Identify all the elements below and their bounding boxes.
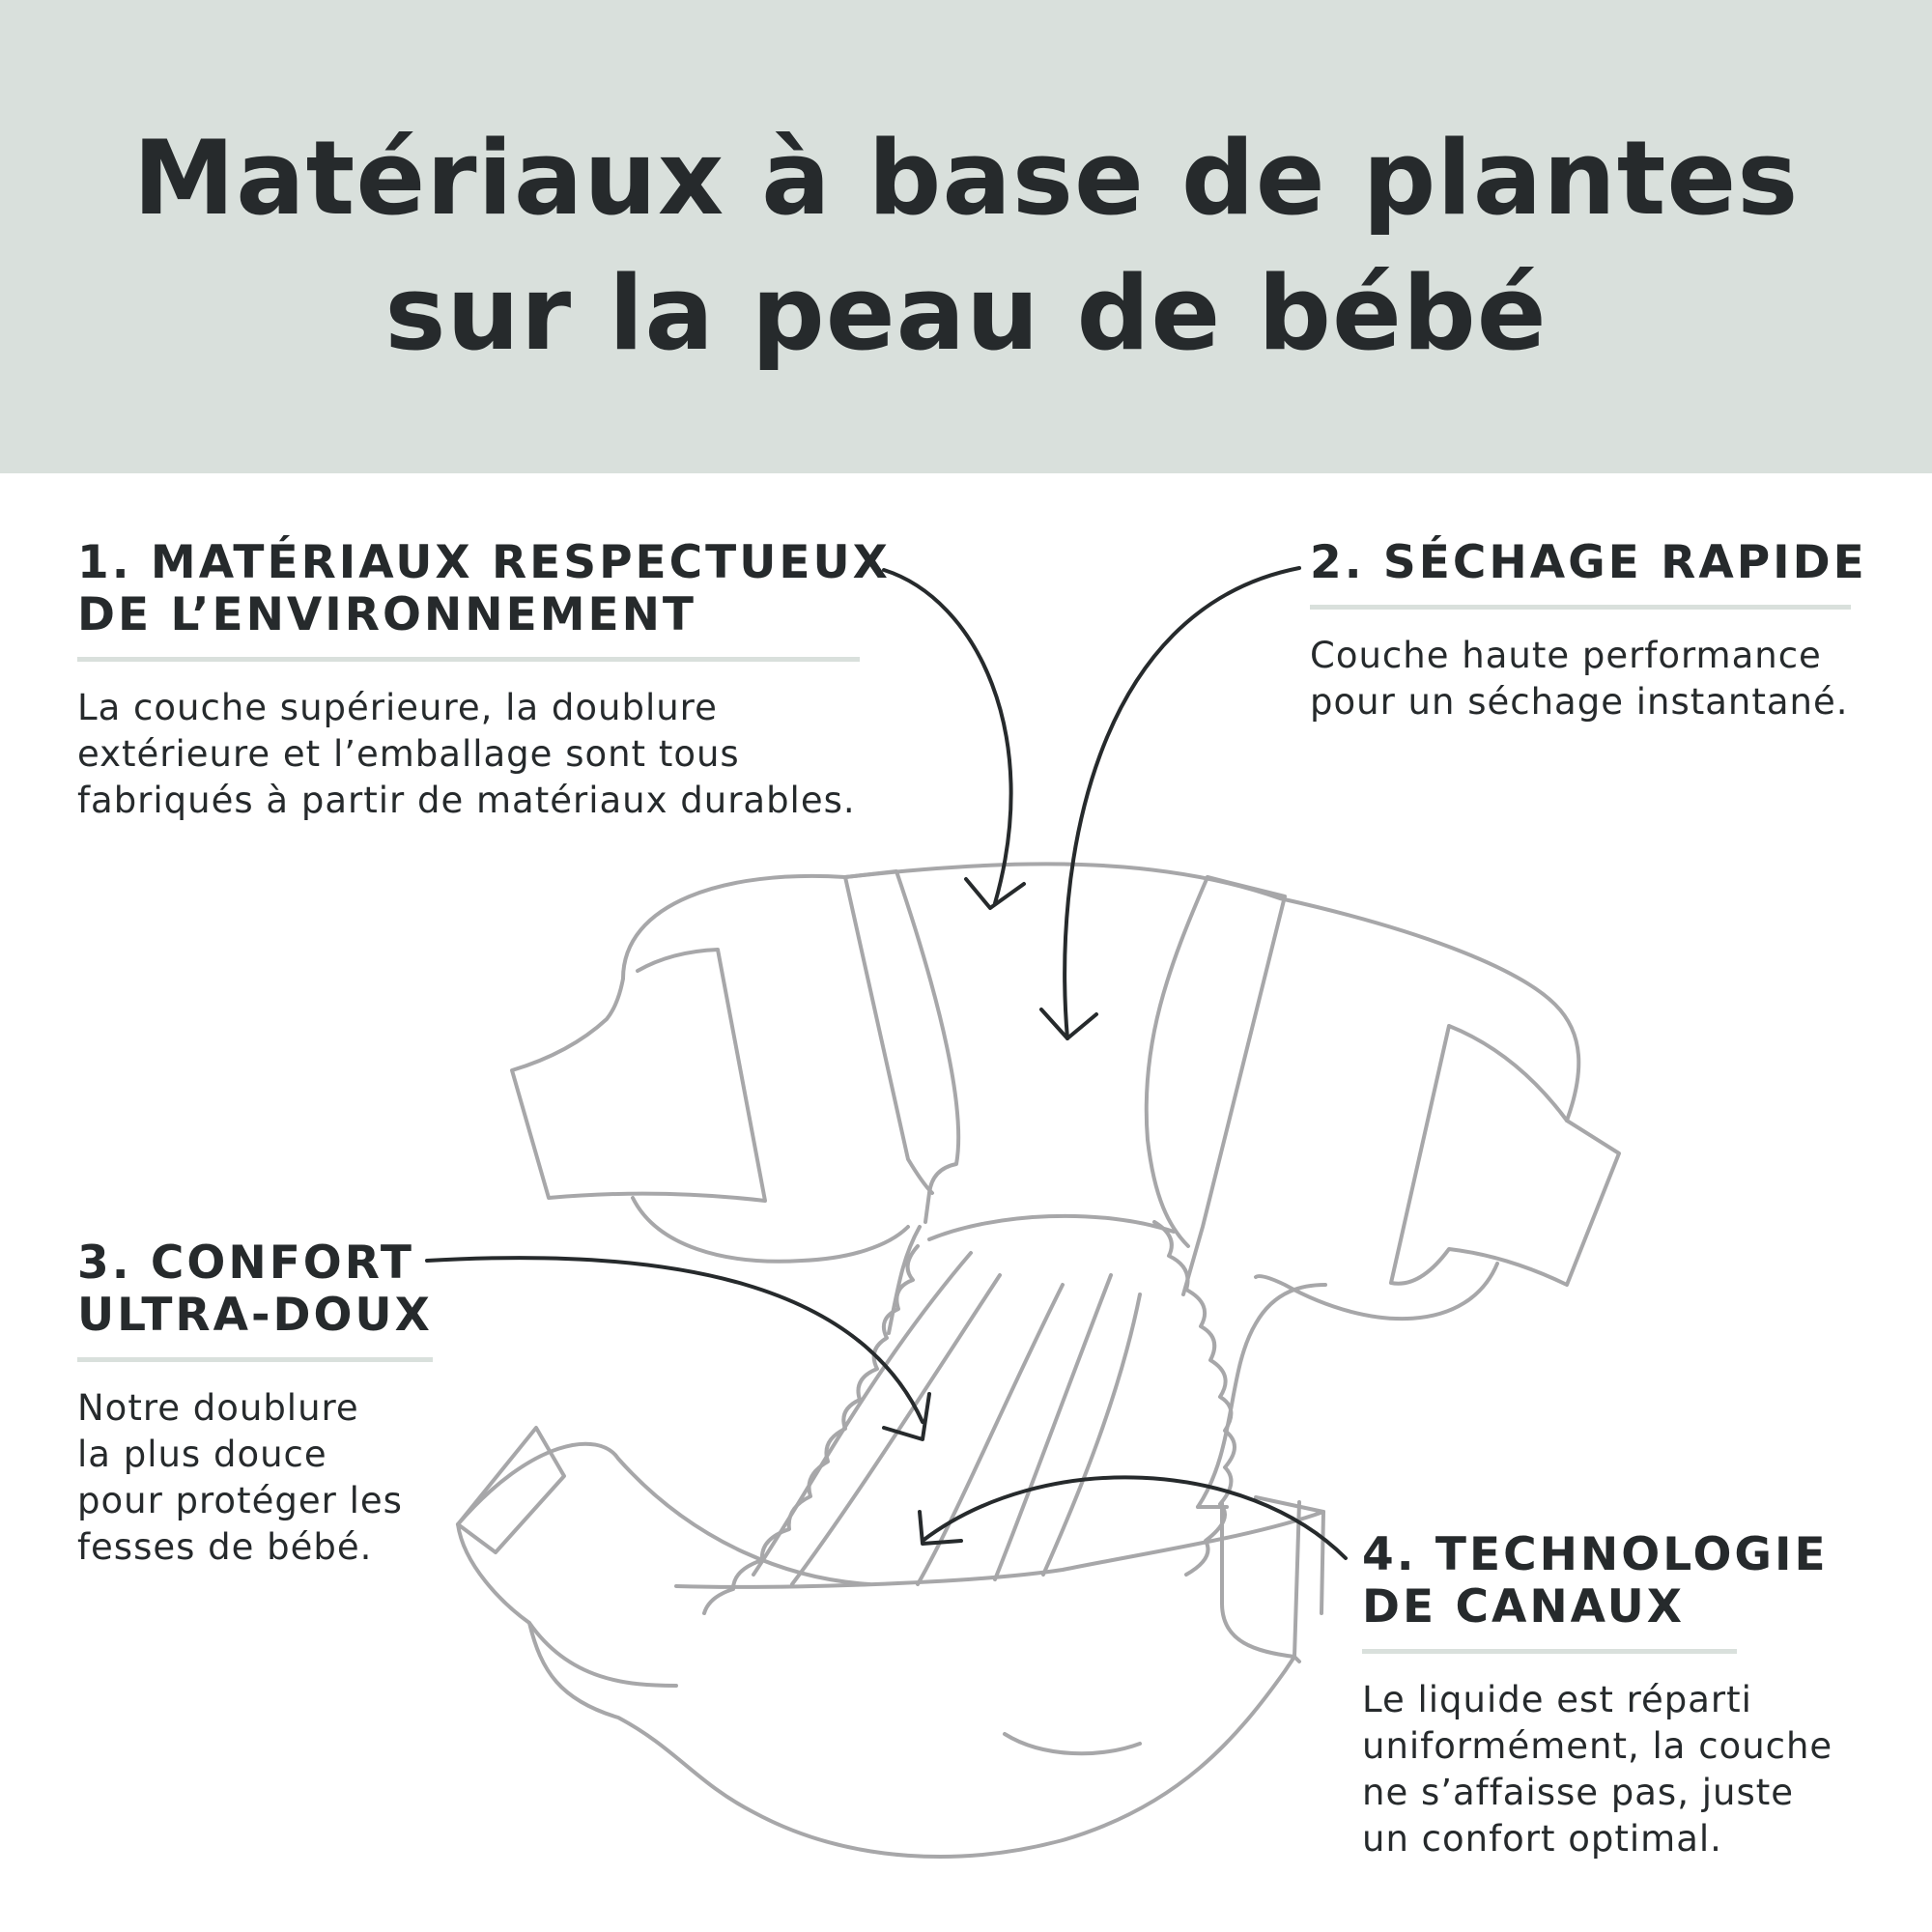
feature-channel-technology <box>1362 1528 1833 1862</box>
feature-description <box>77 1385 433 1571</box>
feature-heading-line: 2. SÉCHAGE RAPIDE <box>1310 536 1867 589</box>
feature-heading-line: 3. CONFORT <box>77 1236 414 1290</box>
feature-description-line: extérieure et l’emballage sont tous <box>77 733 740 775</box>
feature-description-line: Le liquide est réparti <box>1362 1679 1752 1720</box>
feature-description-line: Couche haute performance <box>1310 635 1822 676</box>
arrow-icon <box>1065 568 1299 1038</box>
feature-heading-line: DE L’ENVIRONNEMENT <box>77 588 696 641</box>
feature-heading <box>77 1237 433 1342</box>
feature-description-line: Notre doublure <box>77 1387 359 1429</box>
feature-description <box>1362 1677 1833 1862</box>
feature-heading-line: DE CANAUX <box>1362 1580 1686 1634</box>
heading-divider <box>77 657 860 662</box>
arrow-icon <box>884 570 1011 903</box>
feature-description <box>77 685 860 824</box>
title-line-2: sur la peau de bébé <box>384 254 1548 373</box>
feature-description-line: fesses de bébé. <box>77 1526 373 1568</box>
feature-description-line: ne s’affaisse pas, juste <box>1362 1772 1795 1813</box>
feature-description-line: la plus douce <box>77 1434 327 1475</box>
feature-ultra-soft <box>77 1237 433 1571</box>
heading-divider <box>1362 1649 1737 1654</box>
heading-divider <box>77 1357 433 1362</box>
feature-eco-materials <box>77 536 891 824</box>
feature-description-line: La couche supérieure, la doublure <box>77 687 718 728</box>
arrow-icon <box>923 1477 1346 1558</box>
title-line-1: Matériaux à base de plantes <box>132 119 1800 238</box>
feature-description-line: pour un séchage instantané. <box>1310 681 1849 723</box>
heading-divider <box>1310 605 1851 610</box>
feature-description-line: pour protéger les <box>77 1480 403 1521</box>
feature-quick-dry <box>1310 536 1867 725</box>
feature-heading <box>1310 536 1867 589</box>
feature-description-line: fabriqués à partir de matériaux durables. <box>77 780 856 821</box>
feature-heading-line: 1. MATÉRIAUX RESPECTUEUX <box>77 536 891 589</box>
arrow-icon <box>966 879 1024 908</box>
feature-description-line: un confort optimal. <box>1362 1818 1722 1860</box>
feature-heading-line: ULTRA-DOUX <box>77 1289 433 1342</box>
feature-heading-line: 4. TECHNOLOGIE <box>1362 1528 1829 1581</box>
feature-heading <box>1362 1528 1829 1634</box>
feature-description <box>1310 633 1851 725</box>
feature-heading <box>77 536 891 641</box>
feature-description-line: uniformément, la couche <box>1362 1725 1833 1767</box>
arrow-icon <box>427 1258 923 1422</box>
